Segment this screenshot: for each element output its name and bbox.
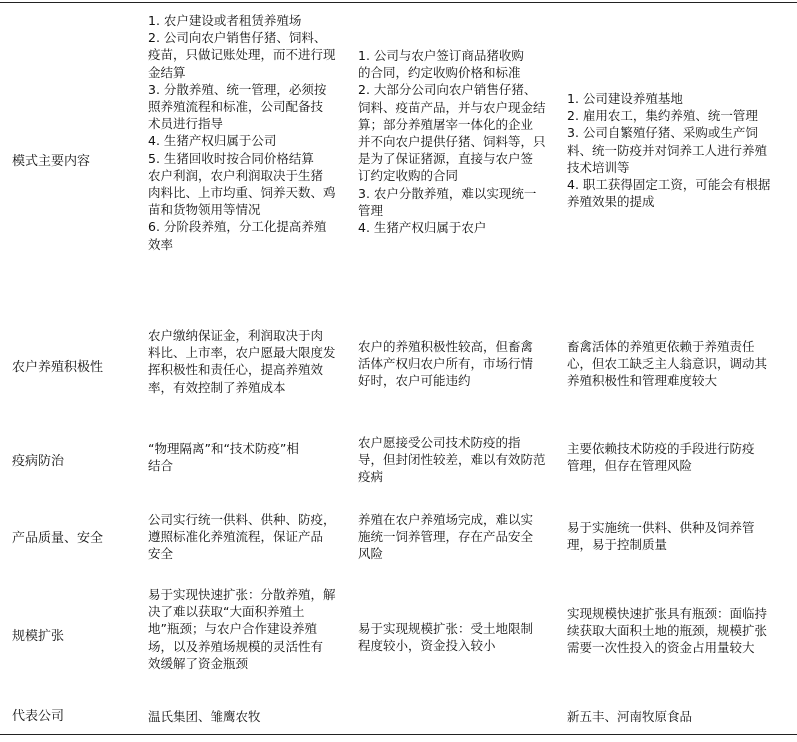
text-line: 2. 大部分公司向农户销售仔猪、 [358,82,537,98]
text-line: 3. 公司自繁殖仔猪、采购或生产饲 [567,125,758,141]
text-line: 实现规模快速扩张具有瓶颈：面临持 [567,606,768,621]
text-line: 3. 分散养殖、统一管理，必须按 [148,81,327,97]
text-line: 易于实现快速扩张：分散养殖，解 [148,587,336,602]
text-line: 易于实施统一供料、供种及饲养管 [567,520,755,535]
text-line: 管理，但存在管理风险 [567,458,693,474]
text-line: 续获取大面积土地的瓶颈，规模扩张 [567,623,768,639]
text-line: 农户利润，农户利润取决于生猪 [148,167,324,183]
row-cell-col2 [358,434,558,486]
text-line: 养殖在农户养殖场完成，难以实 [358,512,534,527]
text-line: 管理 [358,202,384,218]
text-line: 算；部分养殖屠宰一体化的企业 [358,116,534,132]
text-line: 养殖积极性和管理难度较大 [567,373,718,389]
text-line: 疫病 [358,469,384,485]
row-cell-col1 [148,586,350,672]
row-cell-col3 [567,519,793,553]
text-line: 金结算 [148,64,186,80]
text-line: 风险 [358,546,384,562]
text-line: 挥积极性和责任心，提高养殖效 [148,362,324,378]
text-line: 效率 [148,236,174,252]
table-bottom-rule [0,734,797,735]
text-line: 6. 分阶段养殖，分工化提高养殖 [148,219,327,235]
text-line: 订约定收购的合同 [358,168,459,184]
row-cell-col1 [148,440,350,474]
text-line: 肉料比、上市均重、饲养天数、鸡 [148,185,336,201]
row-cell-col3 [567,338,793,390]
text-line: 技术培训等 [567,159,630,175]
text-line: 2. 公司向农户销售仔猪、饲料、 [148,30,327,46]
text-line: 1. 公司与农户签订商品猪收购 [358,48,524,63]
text-line: 3. 农户分散养殖，难以实现统一 [358,185,537,201]
text-line: 理，易于控制质量 [567,537,668,553]
table-top-rule [0,2,797,3]
text-line: 1. 农户建设或者租赁养殖场 [148,13,302,28]
text-line: 好时，农户可能违约 [358,373,471,389]
text-line: 活体产权归农户所有，市场行情 [358,356,534,372]
row-cell-col1 [148,708,350,725]
row-label: 产品质量、安全 [12,531,104,546]
text-line: 公司实行统一供料、供种、防疫， [148,512,336,527]
text-line: 程度较小，资金投入较小 [358,638,496,654]
text-line: 施统一饲养管理，存在产品安全 [358,529,534,545]
text-line: 需要一次性投入的资金占用量较大 [567,640,755,656]
text-line: 1. 公司建设养殖基地 [567,91,683,106]
row-cell-col3 [567,605,793,657]
text-line: 术员进行指导 [148,116,224,132]
text-line: 农户愿接受公司技术防疫的指 [358,435,521,450]
text-line: 料、统一防疫并对饲养工人进行养殖 [567,142,768,158]
text-line: 的合同，约定收购价格和标准 [358,65,521,81]
text-line: 5. 生猪回收时按合同价格结算 [148,150,314,166]
text-line: 农户缴纳保证金，利润取决于肉 [148,328,324,343]
text-line: 安全 [148,546,174,562]
text-line: 2. 雇用农工，集约养殖、统一管理 [567,108,758,124]
text-line: 苗和货物领用等情况 [148,202,261,218]
row-cell-col2 [358,620,558,654]
text-line: 照养殖流程和标准，公司配备技 [148,99,324,115]
text-line: 饲料、疫苗产品，并与农户现金结 [358,99,546,115]
text-line: 易于实现规模扩张：受土地限制 [358,621,534,636]
text-line: 地”瓶颈；与农户合作建设养殖 [148,621,317,637]
text-line: 4. 职工获得固定工资，可能会有根据 [567,177,771,193]
text-line: 疫苗，只做记账处理，而不进行现 [148,47,336,63]
text-line: 4. 生猪产权归属于公司 [148,133,277,149]
text-line: 导，但封闭性较差，难以有效防范 [358,452,546,468]
row-cell-col3 [567,90,793,210]
row-label: 模式主要内容 [12,154,91,169]
row-cell-col1 [148,12,350,253]
text-line: 并不向农户提供仔猪、饲料等，只 [358,134,546,150]
row-cell-col2 [358,338,558,390]
text-line: 遵照标准化养殖流程，保证产品 [148,529,324,545]
row-cell-col1 [148,511,350,563]
row-label: 代表公司 [12,709,65,724]
text-line: 新五丰、河南牧原食品 [567,709,693,724]
row-cell-col3 [567,440,793,474]
text-line: 农户的养殖积极性较高，但畜禽 [358,339,534,354]
text-line: 结合 [148,458,174,474]
row-cell-col3 [567,708,793,725]
row-label: 规模扩张 [12,629,65,644]
text-line: 场，以及养殖场规模的灵活性有 [148,638,324,654]
text-line: 效缓解了资金瓶颈 [148,655,249,671]
row-cell-col1 [148,327,350,396]
text-line: 畜禽活体的养殖更依赖于养殖责任 [567,339,755,354]
text-line: 是为了保证猪源，直接与农户签 [358,151,534,167]
row-label: 疫病防治 [12,454,65,469]
text-line: 养殖效果的提成 [567,194,655,210]
row-cell-col2 [358,47,558,236]
text-line: 温氏集团、雏鹰农牧 [148,709,261,724]
text-line: “物理隔离”和“技术防疫”相 [148,441,299,456]
text-line: 料比、上市率，农户愿最大限度发 [148,345,336,361]
text-line: 4. 生猪产权归属于农户 [358,220,487,236]
text-line: 心，但农工缺乏主人翁意识，调动其 [567,356,768,372]
row-label: 农户养殖积极性 [12,360,104,375]
row-cell-col2 [358,511,558,563]
text-line: 率，有效控制了养殖成本 [148,379,286,395]
text-line: 决了难以获取“大面积养殖土 [148,604,305,620]
text-line: 主要依赖技术防疫的手段进行防疫 [567,441,755,456]
